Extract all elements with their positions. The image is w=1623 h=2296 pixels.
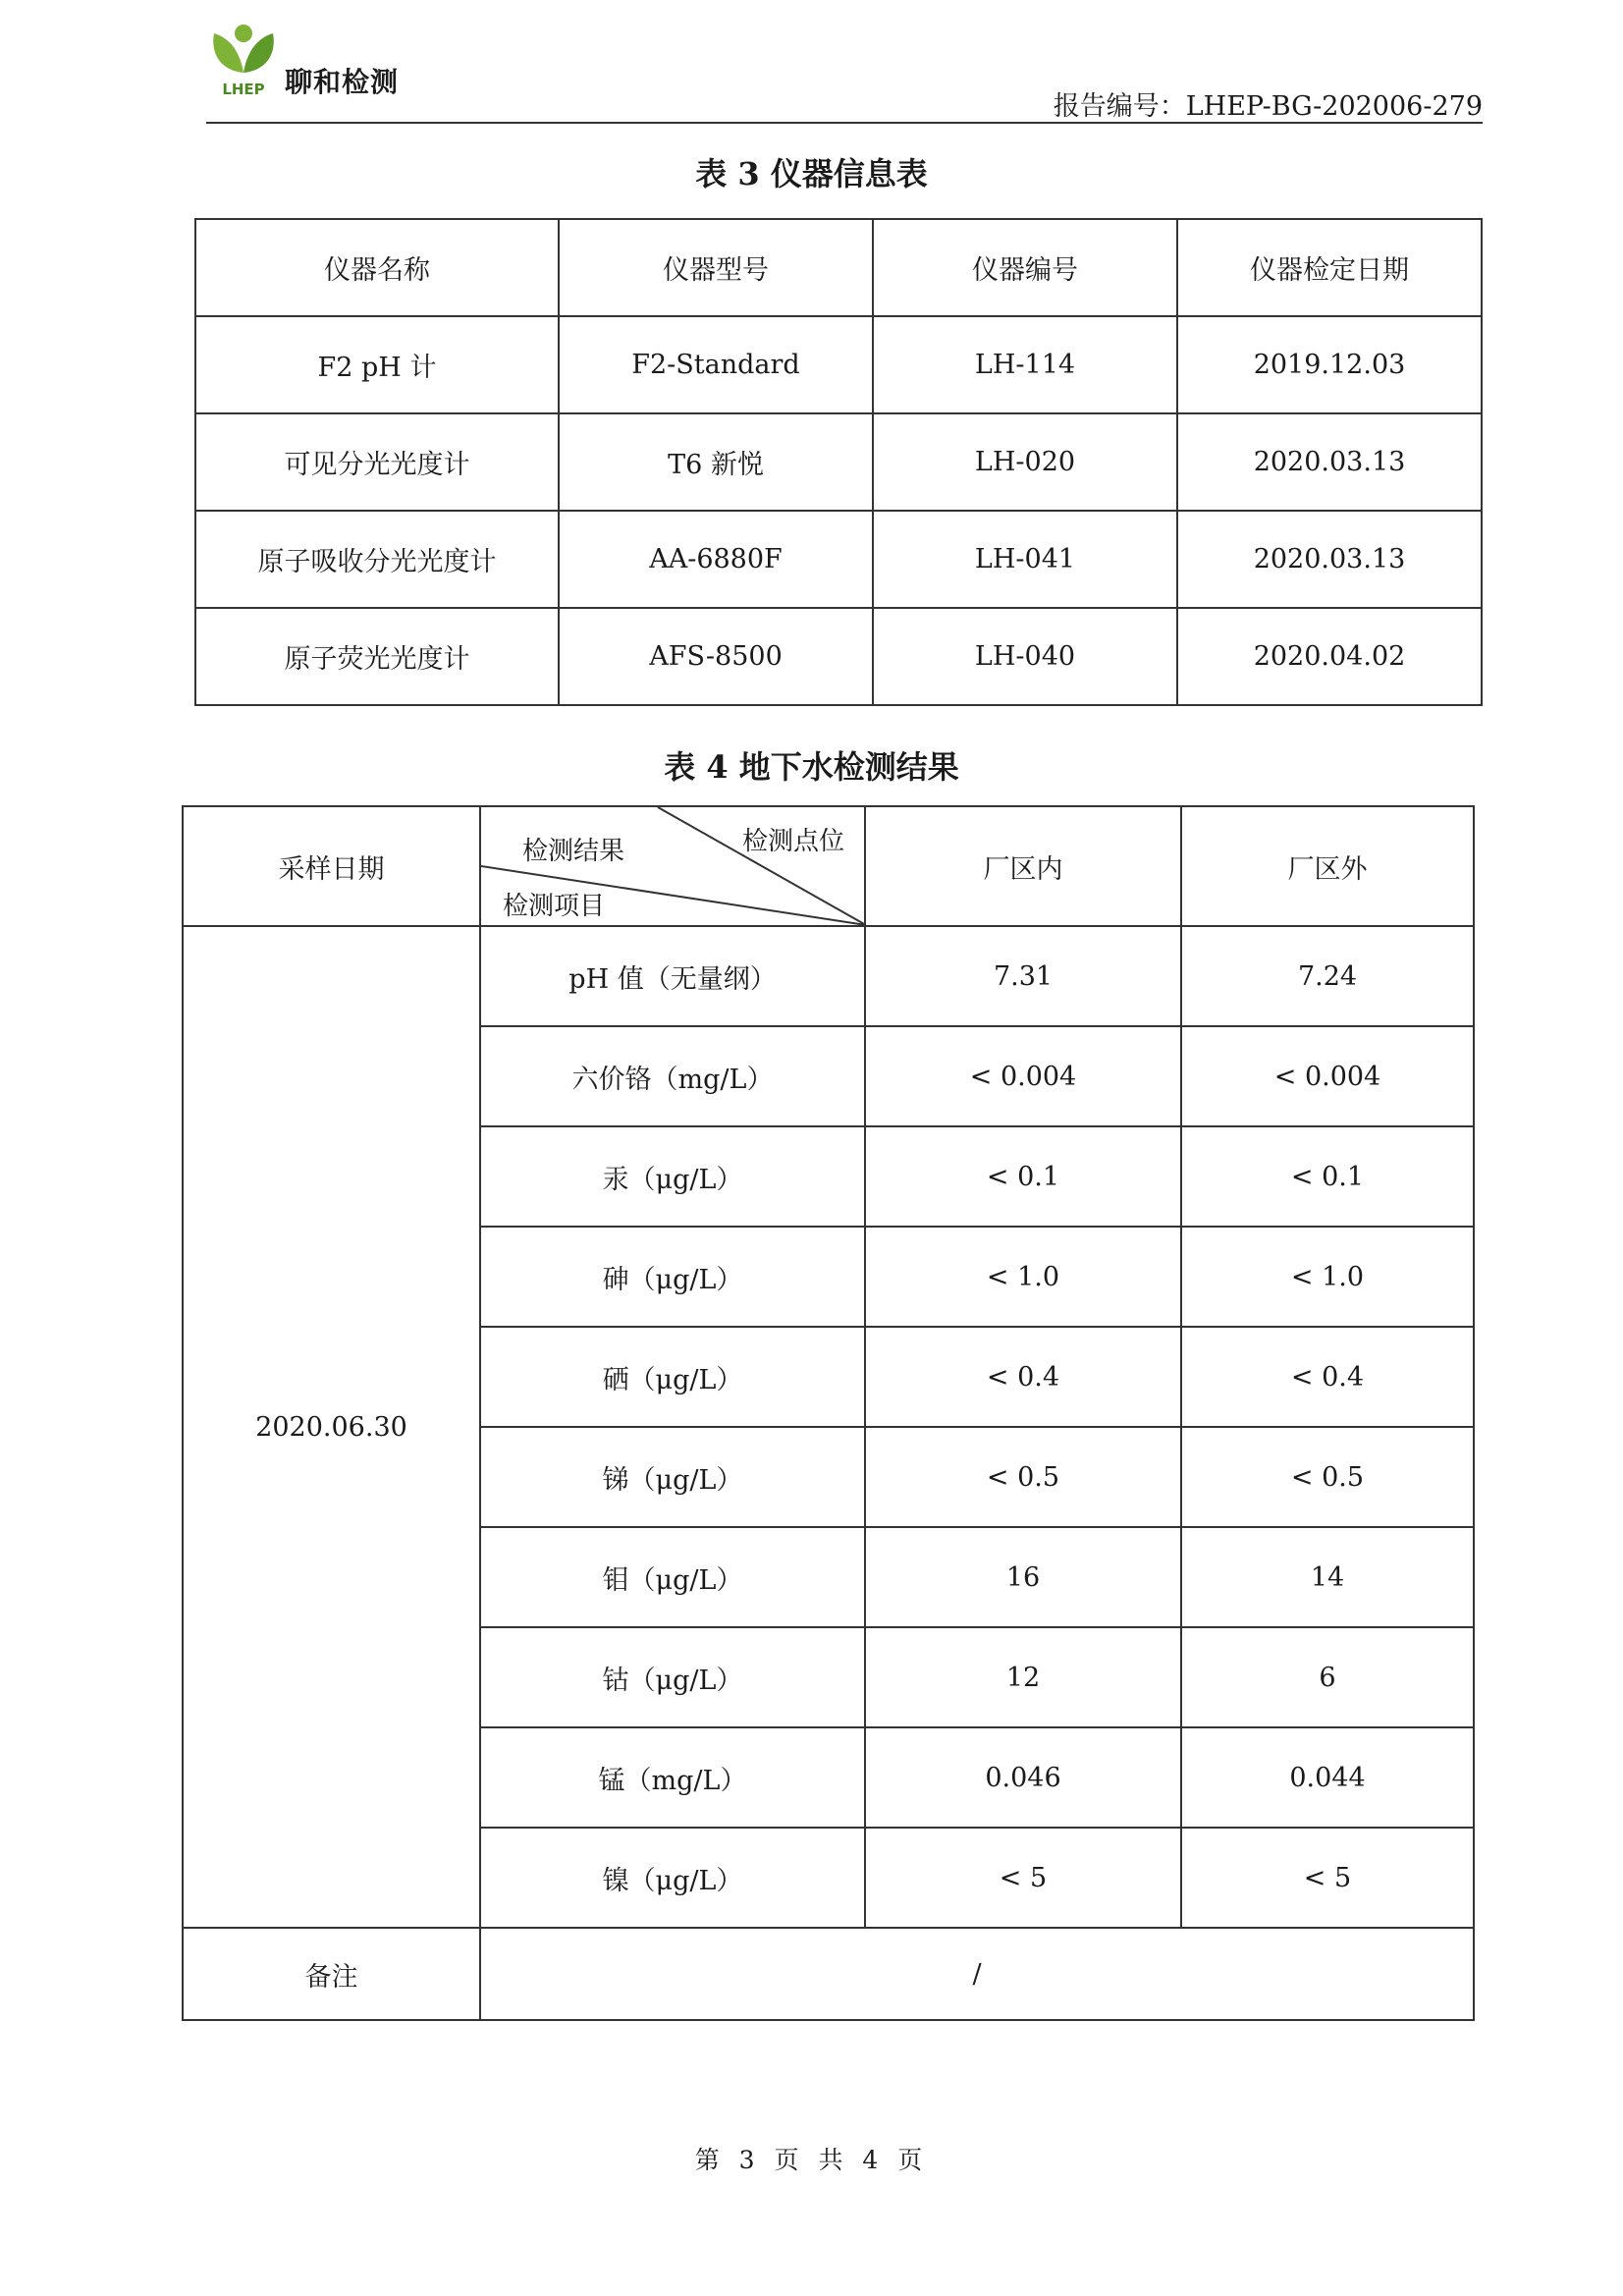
calibration-date: 2020.03.13	[1177, 511, 1482, 608]
instrument-id: LH-114	[873, 316, 1177, 413]
table-header-row	[195, 219, 1482, 316]
diagonal-header-cell	[480, 806, 865, 926]
test-item: 汞（μg/L）	[480, 1126, 865, 1227]
table3-title: 表 3 仪器信息表	[695, 155, 928, 192]
header-cell: 仪器名称	[195, 219, 559, 316]
remark-value: /	[480, 1928, 1474, 2020]
outside-value: 7.24	[1181, 926, 1474, 1026]
brand-name: 聊和检测	[285, 66, 400, 98]
calibration-date: 2020.03.13	[1177, 413, 1482, 511]
outside-value: < 5	[1181, 1828, 1474, 1928]
instrument-table	[194, 218, 1483, 706]
outside-header: 厂区外	[1181, 806, 1474, 926]
instrument-name: 可见分光光度计	[195, 413, 559, 511]
instrument-model: T6 新悦	[559, 413, 873, 511]
outside-value: < 0.004	[1181, 1026, 1474, 1126]
instrument-name: 原子荧光光度计	[195, 608, 559, 705]
page-header	[206, 20, 1483, 123]
groundwater-results-table	[182, 805, 1475, 2021]
page-footer: 第 3 页 共 4 页	[694, 2146, 929, 2174]
lhep-logo	[206, 20, 281, 98]
table-row	[183, 926, 1474, 1026]
instrument-id: LH-041	[873, 511, 1177, 608]
diag-point-label: 检测点位	[741, 827, 844, 856]
instrument-name: F2 pH 计	[195, 316, 559, 413]
inside-value: 0.046	[865, 1727, 1181, 1828]
sampling-date-header: 采样日期	[183, 806, 480, 926]
test-item: 硒（μg/L）	[480, 1327, 865, 1427]
test-item: 锰（mg/L）	[480, 1727, 865, 1828]
test-item: pH 值（无量纲）	[480, 926, 865, 1026]
calibration-date: 2020.04.02	[1177, 608, 1482, 705]
test-item: 六价铬（mg/L）	[480, 1026, 865, 1126]
remark-label: 备注	[183, 1928, 480, 2020]
instrument-id: LH-040	[873, 608, 1177, 705]
outside-value: 0.044	[1181, 1727, 1474, 1828]
outside-value: 14	[1181, 1527, 1474, 1627]
logo-text: LHEP	[222, 81, 265, 98]
table-row	[195, 608, 1482, 705]
test-item: 钼（μg/L）	[480, 1527, 865, 1627]
table-row	[195, 511, 1482, 608]
outside-value: < 0.4	[1181, 1327, 1474, 1427]
report-number: 报告编号：LHEP-BG-202006-279	[1053, 91, 1483, 122]
sampling-date: 2020.06.30	[183, 926, 480, 1928]
test-item: 锑（μg/L）	[480, 1427, 865, 1527]
inside-value: < 0.5	[865, 1427, 1181, 1527]
instrument-name: 原子吸收分光光度计	[195, 511, 559, 608]
diag-item-label: 检测项目	[503, 892, 606, 921]
inside-value: 12	[865, 1627, 1181, 1727]
outside-value: < 0.1	[1181, 1126, 1474, 1227]
calibration-date: 2019.12.03	[1177, 316, 1482, 413]
instrument-model: AA-6880F	[559, 511, 873, 608]
inside-value: < 1.0	[865, 1227, 1181, 1327]
inside-value: < 0.004	[865, 1026, 1181, 1126]
inside-value: < 5	[865, 1828, 1181, 1928]
inside-value: < 0.1	[865, 1126, 1181, 1227]
remark-row	[183, 1928, 1474, 2020]
test-item: 钴（μg/L）	[480, 1627, 865, 1727]
header-cell: 仪器检定日期	[1177, 219, 1482, 316]
header-cell: 仪器型号	[559, 219, 873, 316]
header-cell: 仪器编号	[873, 219, 1177, 316]
test-item: 砷（μg/L）	[480, 1227, 865, 1327]
table-row	[195, 316, 1482, 413]
outside-value: < 1.0	[1181, 1227, 1474, 1327]
inside-value: 16	[865, 1527, 1181, 1627]
instrument-model: AFS-8500	[559, 608, 873, 705]
outside-value: 6	[1181, 1627, 1474, 1727]
test-item: 镍（μg/L）	[480, 1828, 865, 1928]
outside-value: < 0.5	[1181, 1427, 1474, 1527]
inside-header: 厂区内	[865, 806, 1181, 926]
table-row	[195, 413, 1482, 511]
inside-value: < 0.4	[865, 1327, 1181, 1427]
header-divider	[206, 122, 1483, 124]
instrument-model: F2-Standard	[559, 316, 873, 413]
table-header-row	[183, 806, 1474, 926]
diag-result-label: 检测结果	[522, 837, 625, 866]
inside-value: 7.31	[865, 926, 1181, 1026]
table4-title: 表 4 地下水检测结果	[664, 748, 959, 786]
instrument-id: LH-020	[873, 413, 1177, 511]
